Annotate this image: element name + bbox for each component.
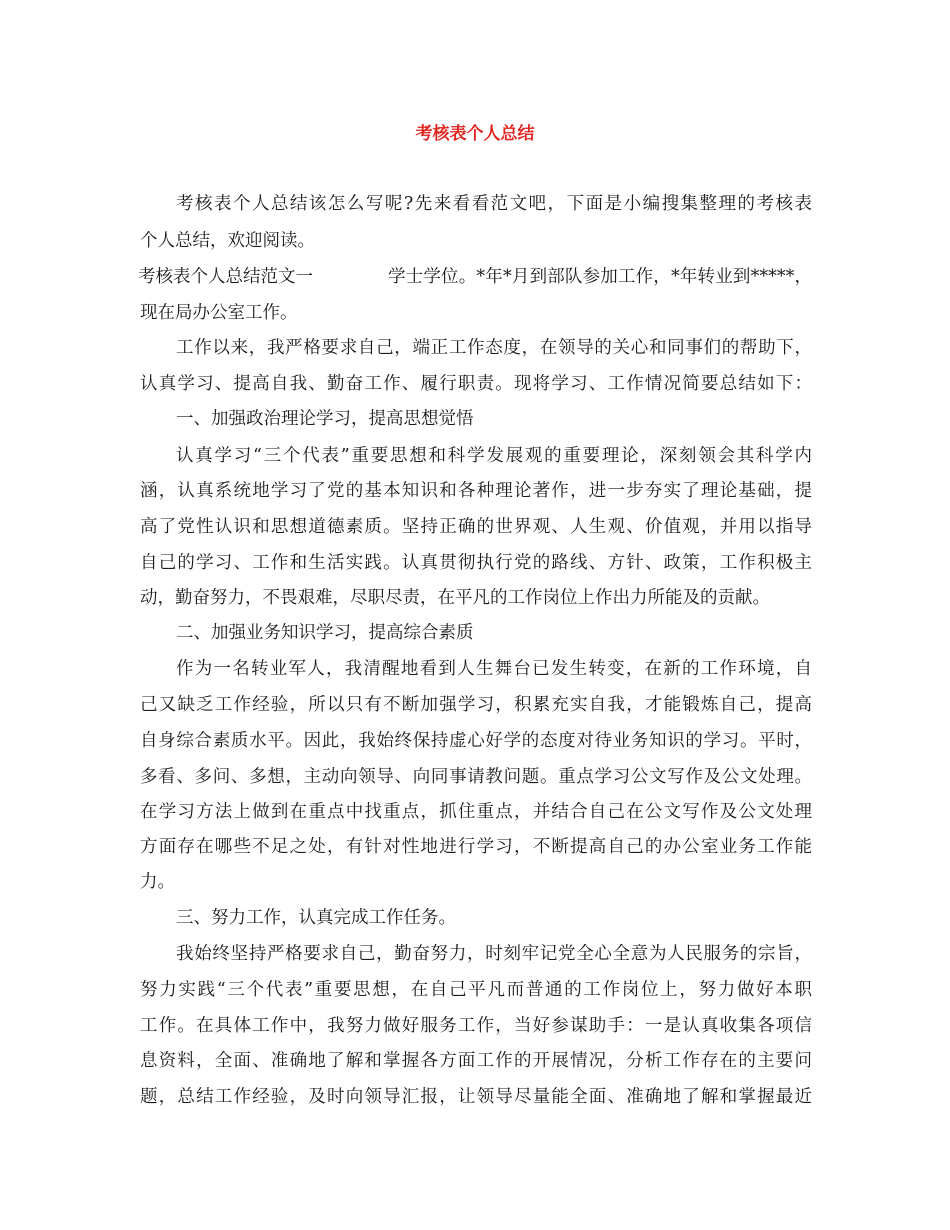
- text-line: 息资料，全面、准确地了解和掌握各方面工作的开展情况，分析工作存在的主要问: [140, 1051, 812, 1071]
- document-title: 考核表个人总结: [415, 124, 535, 144]
- section-heading: 三、努力工作，认真完成工作任务。: [176, 908, 456, 928]
- text-line: 认真学习“三个代表”重要思想和科学发展观的重要理论，深刻领会其科学内: [176, 446, 812, 466]
- text-line: 现在局办公室工作。: [140, 303, 298, 323]
- text-line: 工作以来，我严格要求自己，端正工作态度，在领导的关心和同事们的帮助下，: [176, 338, 812, 358]
- text-line: 力。: [140, 872, 175, 892]
- text-line: 考核表个人总结该怎么写呢?先来看看范文吧，下面是小编搜集整理的考核表: [176, 194, 812, 214]
- text-line: 自己的学习、工作和生活实践。认真贯彻执行党的路线、方针、政策，工作积极主: [140, 553, 812, 573]
- text-line: 动，勤奋努力，不畏艰难，尽职尽责，在平凡的工作岗位上作出力所能及的贡献。: [140, 588, 770, 608]
- text-line: 工作。在具体工作中，我努力做好服务工作，当好参谋助手：一是认真收集各项信: [140, 1016, 812, 1036]
- text-line: 题，总结工作经验，及时向领导汇报，让领导尽量能全面、准确地了解和掌握最近: [140, 1087, 812, 1107]
- section-heading: 一、加强政治理论学习，提高思想觉悟: [176, 409, 474, 429]
- text-line: 努力实践“三个代表”重要思想，在自己平凡而普通的工作岗位上，努力做好本职: [140, 980, 812, 1000]
- text-line: 我始终坚持严格要求自己，勤奋努力，时刻牢记党全心全意为人民服务的宗旨，: [176, 944, 812, 964]
- text-line: 方面存在哪些不足之处，有针对性地进行学习，不断提高自己的办公室业务工作能: [140, 837, 812, 857]
- text-line: 个人总结，欢迎阅读。: [140, 231, 315, 251]
- section-heading: 考核表个人总结范文一: [138, 267, 313, 287]
- text-line: 作为一名转业军人，我清醒地看到人生舞台已发生转变，在新的工作环境，自: [176, 659, 812, 679]
- text-line: 高了党性认识和思想道德素质。坚持正确的世界观、人生观、价值观，并用以指导: [140, 517, 812, 537]
- text-line: 认真学习、提高自我、勤奋工作、履行职责。现将学习、工作情况简要总结如下：: [140, 374, 812, 394]
- text-line: 己又缺乏工作经验，所以只有不断加强学习，积累充实自我，才能锻炼自己，提高: [140, 695, 812, 715]
- text-line: 多看、多问、多想，主动向领导、向同事请教问题。重点学习公文写作及公文处理。: [140, 767, 812, 787]
- text-line: 在学习方法上做到在重点中找重点，抓住重点，并结合自己在公文写作及公文处理: [140, 802, 812, 822]
- text-line: 学士学位。*年*月到部队参加工作，*年转业到*****，: [388, 267, 812, 287]
- text-line: 自身综合素质水平。因此，我始终保持虚心好学的态度对待业务知识的学习。平时，: [140, 731, 812, 751]
- text-line: 涵，认真系统地学习了党的基本知识和各种理论著作，进一步夯实了理论基础，提: [140, 481, 812, 501]
- section-heading: 二、加强业务知识学习，提高综合素质: [176, 623, 474, 643]
